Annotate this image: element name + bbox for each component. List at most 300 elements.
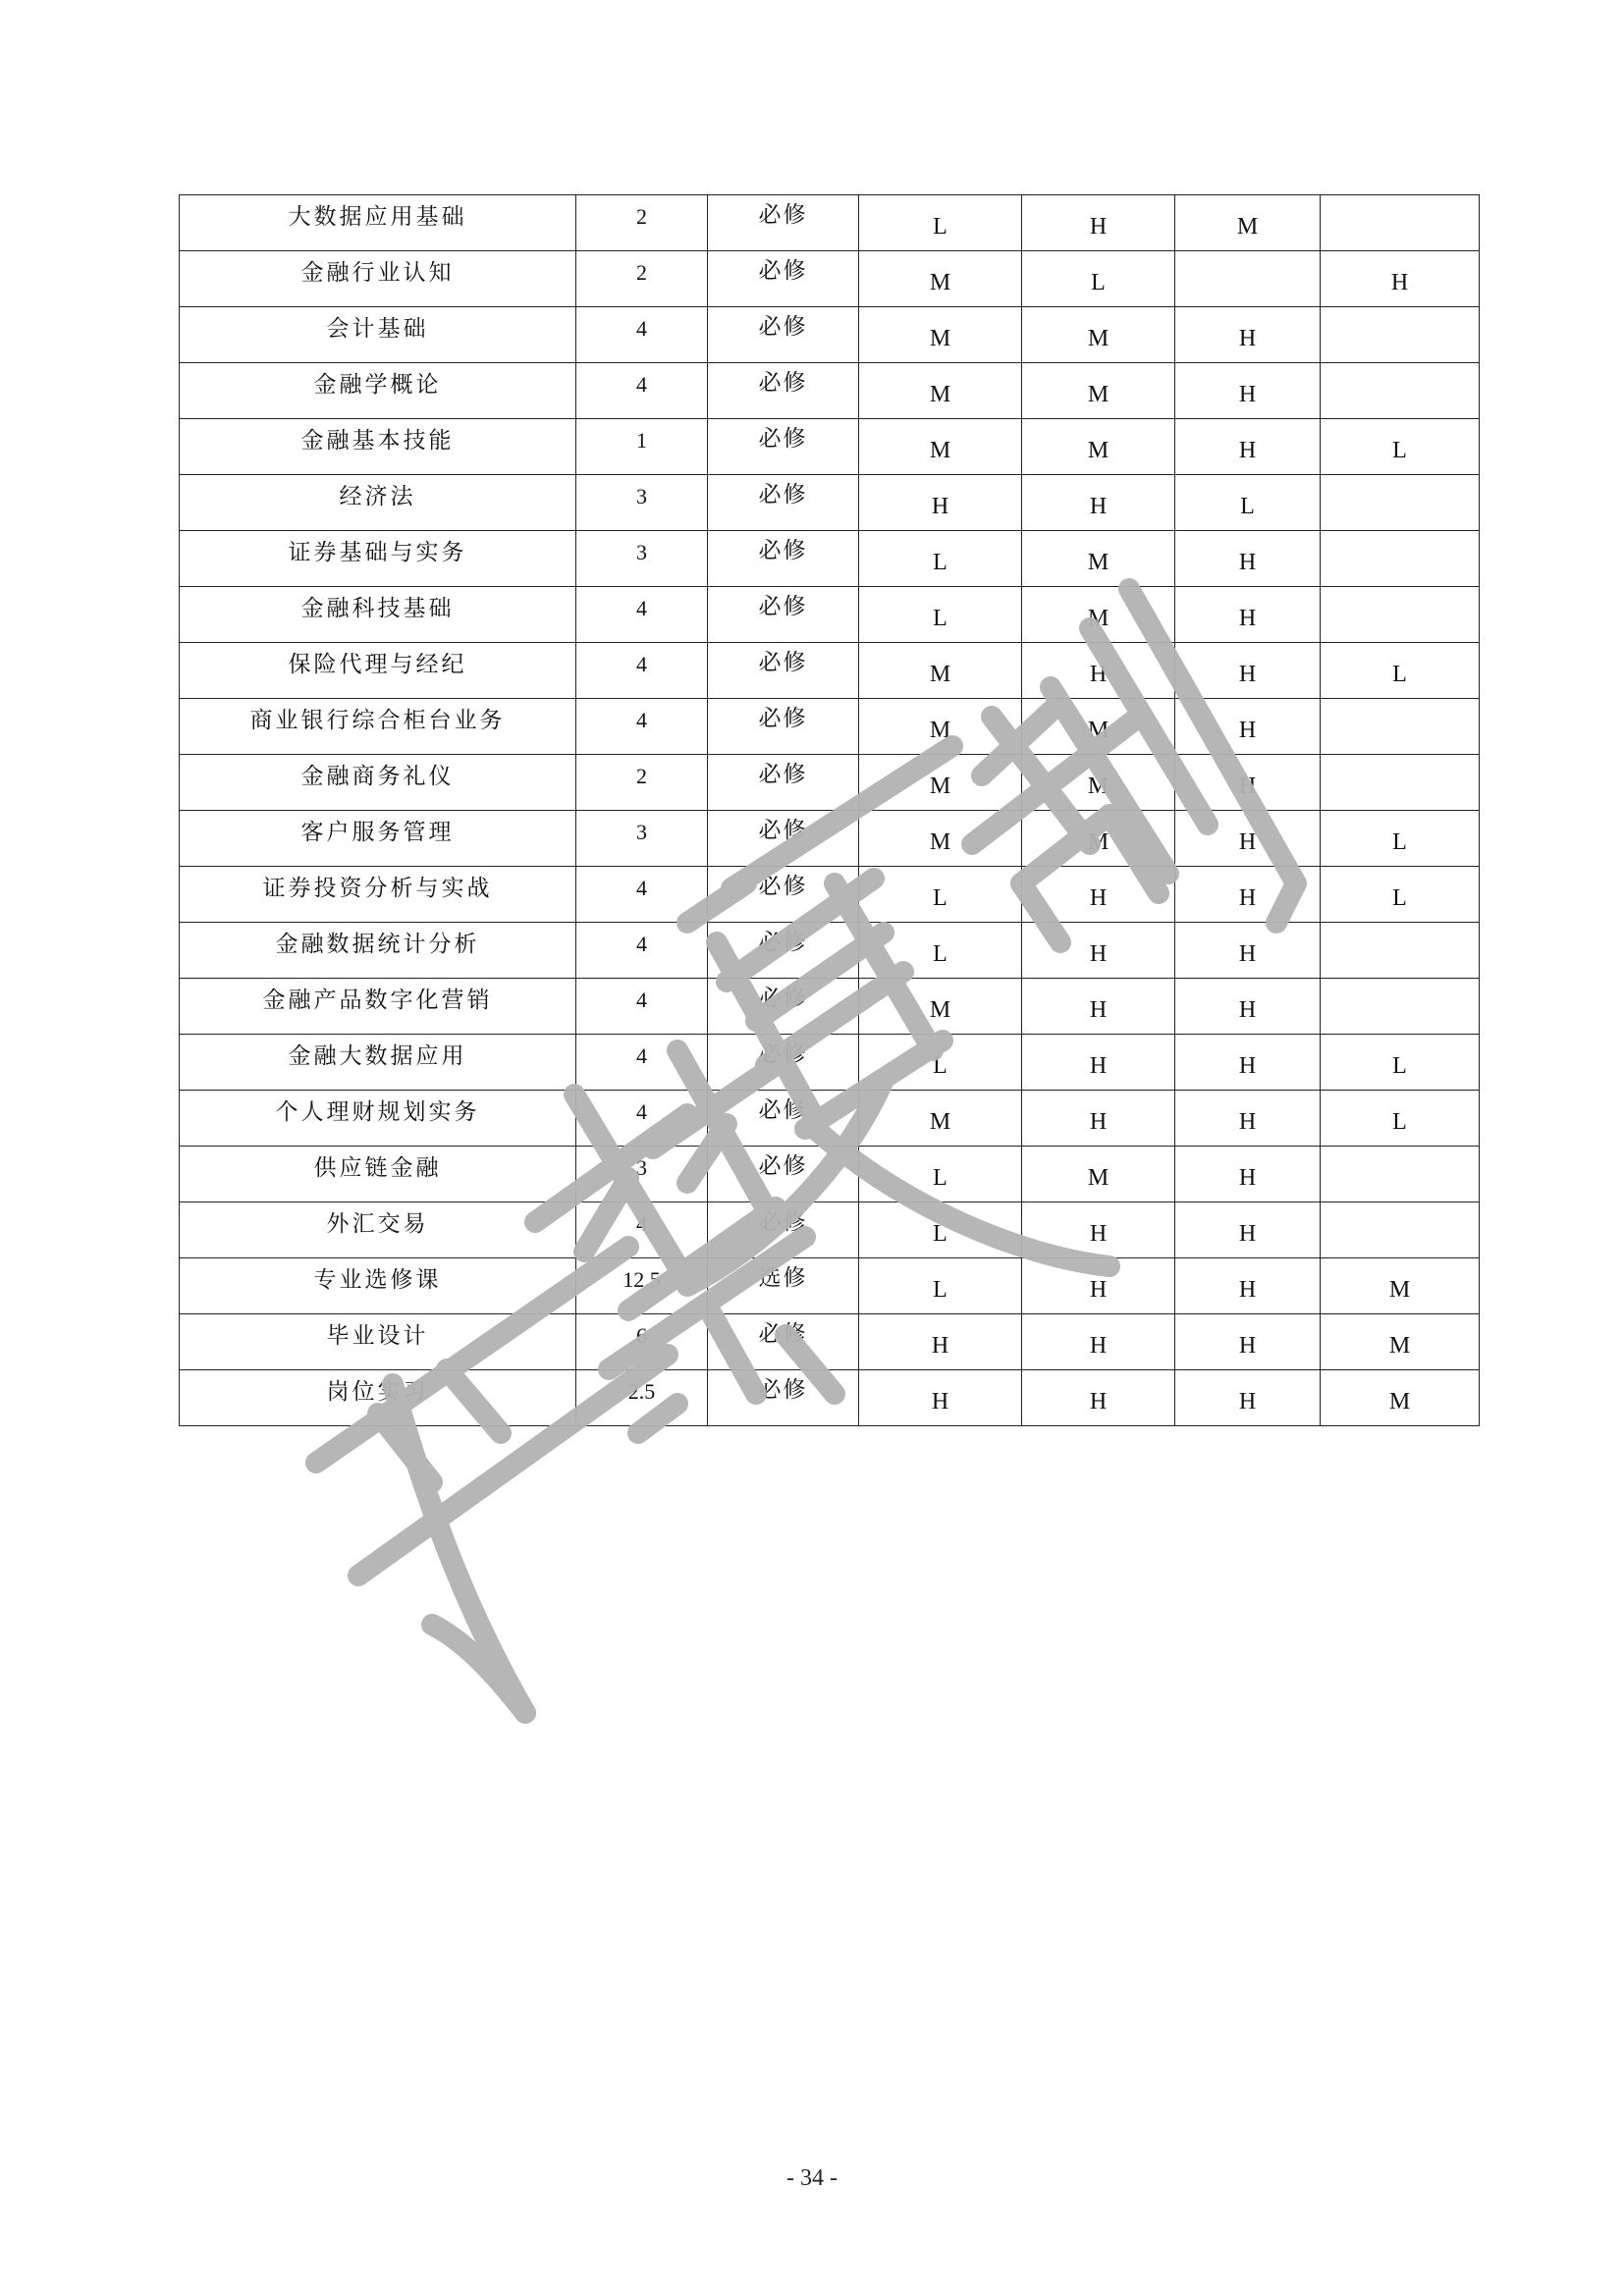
competency-3-cell-text: H	[1238, 1109, 1257, 1135]
credits-cell-text: 4	[636, 1043, 647, 1068]
competency-2-cell-text: M	[1087, 718, 1110, 743]
competency-4-cell	[1321, 1147, 1480, 1202]
competency-4-cell	[1321, 419, 1480, 475]
course-type-cell	[708, 699, 859, 755]
credits-cell	[576, 811, 708, 867]
course-name-cell-text: 个人理财规划实务	[275, 1098, 480, 1125]
table-row	[180, 867, 1480, 923]
table-row	[180, 195, 1480, 251]
competency-4-cell	[1321, 979, 1480, 1035]
course-name-cell-text: 大数据应用基础	[288, 203, 467, 230]
competency-3-cell-text: H	[1238, 997, 1257, 1023]
competency-4-cell-text: L	[1392, 885, 1407, 911]
competency-3-cell-text: H	[1238, 438, 1257, 463]
competency-2-cell-text: M	[1087, 438, 1110, 463]
competency-1-cell-text: L	[933, 1277, 947, 1303]
course-type-cell	[708, 307, 859, 363]
competency-1-cell-text: L	[933, 606, 947, 631]
competency-3-cell-text: H	[1238, 885, 1257, 911]
competency-2-cell-text: H	[1089, 494, 1108, 519]
course-type-cell	[708, 1202, 859, 1258]
competency-3-cell	[1175, 1370, 1321, 1426]
table-row	[180, 1035, 1480, 1091]
competency-3-cell	[1175, 755, 1321, 811]
competency-4-cell-text: L	[1392, 829, 1407, 855]
competency-3-cell	[1175, 1202, 1321, 1258]
competency-2-cell	[1022, 643, 1175, 699]
competency-4-cell-text: L	[1392, 1053, 1407, 1079]
credits-cell-text: 4	[636, 876, 647, 900]
competency-1-cell	[859, 699, 1022, 755]
competency-3-cell	[1175, 195, 1321, 251]
competency-2-cell	[1022, 531, 1175, 587]
competency-4-cell	[1321, 1035, 1480, 1091]
course-name-cell	[180, 195, 576, 251]
competency-2-cell-text: H	[1089, 1277, 1108, 1303]
course-type-cell	[708, 363, 859, 419]
competency-1-cell-text: L	[933, 1221, 947, 1247]
course-name-cell-text: 金融数据统计分析	[275, 931, 480, 957]
competency-2-cell	[1022, 475, 1175, 531]
competency-1-cell	[859, 979, 1022, 1035]
competency-1-cell-text: L	[933, 885, 947, 911]
competency-1-cell-text: L	[933, 1053, 947, 1079]
course-type-cell-text: 必修	[758, 1320, 808, 1347]
competency-3-cell	[1175, 699, 1321, 755]
competency-3-cell	[1175, 643, 1321, 699]
course-name-cell	[180, 1370, 576, 1426]
competency-3-cell	[1175, 419, 1321, 475]
credits-cell-text: 4	[636, 1099, 647, 1124]
competency-3-cell	[1175, 1147, 1321, 1202]
competency-2-cell	[1022, 587, 1175, 643]
credits-cell-text: 6	[636, 1323, 647, 1348]
credits-cell-text: 2	[636, 260, 647, 285]
course-name-cell	[180, 643, 576, 699]
competency-4-cell	[1321, 1202, 1480, 1258]
competency-2-cell	[1022, 1202, 1175, 1258]
competency-1-cell-text: M	[929, 718, 951, 743]
course-name-cell	[180, 307, 576, 363]
competency-3-cell	[1175, 1035, 1321, 1091]
competency-4-cell	[1321, 699, 1480, 755]
competency-2-cell	[1022, 1370, 1175, 1426]
competency-2-cell-text: H	[1089, 941, 1108, 967]
course-name-cell-text: 毕业设计	[326, 1322, 429, 1349]
competency-3-cell	[1175, 307, 1321, 363]
competency-1-cell-text: L	[933, 1165, 947, 1191]
competency-4-cell	[1321, 251, 1480, 307]
competency-2-cell-text: H	[1089, 997, 1108, 1023]
course-name-cell	[180, 531, 576, 587]
course-type-cell-text: 必修	[758, 873, 808, 899]
course-name-cell	[180, 419, 576, 475]
competency-2-cell-text: M	[1087, 382, 1110, 407]
competency-2-cell	[1022, 251, 1175, 307]
course-type-cell-text: 必修	[758, 1376, 808, 1403]
course-name-cell-text: 外汇交易	[326, 1210, 429, 1237]
course-type-cell	[708, 979, 859, 1035]
course-type-cell	[708, 587, 859, 643]
credits-cell-text: 4	[636, 596, 647, 620]
table-row	[180, 475, 1480, 531]
credits-cell-text: 1	[636, 428, 647, 453]
course-type-cell	[708, 1314, 859, 1370]
course-name-cell-text: 金融行业认知	[300, 259, 455, 286]
table-row	[180, 979, 1480, 1035]
competency-1-cell	[859, 867, 1022, 923]
credits-cell-text: 3	[636, 484, 647, 508]
competency-2-cell	[1022, 1147, 1175, 1202]
credits-cell-text: 4	[636, 316, 647, 341]
competency-3-cell	[1175, 1091, 1321, 1147]
competency-3-cell-text: H	[1238, 941, 1257, 967]
course-name-cell	[180, 1147, 576, 1202]
table-row	[180, 923, 1480, 979]
competency-4-cell	[1321, 587, 1480, 643]
competency-1-cell	[859, 1370, 1022, 1426]
competency-1-cell	[859, 251, 1022, 307]
course-name-cell-text: 金融产品数字化营销	[262, 987, 493, 1013]
competency-3-cell	[1175, 251, 1321, 307]
competency-2-cell-text: M	[1087, 326, 1110, 351]
competency-1-cell	[859, 363, 1022, 419]
course-type-cell	[708, 811, 859, 867]
competency-2-cell	[1022, 363, 1175, 419]
credits-cell-text: 4	[636, 372, 647, 397]
course-name-cell	[180, 699, 576, 755]
competency-1-cell	[859, 1035, 1022, 1091]
credits-cell	[576, 923, 708, 979]
course-type-cell	[708, 1035, 859, 1091]
table-row	[180, 419, 1480, 475]
course-name-cell-text: 保险代理与经纪	[288, 651, 467, 677]
competency-2-cell-text: M	[1087, 829, 1110, 855]
competency-2-cell	[1022, 195, 1175, 251]
competency-1-cell-text: M	[929, 326, 951, 351]
course-name-cell-text: 金融商务礼仪	[300, 763, 455, 789]
table-row	[180, 755, 1480, 811]
competency-4-cell	[1321, 755, 1480, 811]
competency-1-cell-text: H	[931, 494, 949, 519]
course-type-cell-text: 必修	[758, 985, 808, 1011]
competency-3-cell-text: H	[1238, 550, 1257, 575]
competency-2-cell-text: L	[1091, 270, 1106, 295]
competency-4-cell	[1321, 1091, 1480, 1147]
competency-3-cell-text: H	[1238, 1165, 1257, 1191]
table-row	[180, 811, 1480, 867]
table-row	[180, 1202, 1480, 1258]
competency-1-cell	[859, 755, 1022, 811]
competency-3-cell-text: H	[1238, 1053, 1257, 1079]
competency-2-cell	[1022, 1314, 1175, 1370]
table-row	[180, 1370, 1480, 1426]
course-name-cell-text: 证券基础与实务	[288, 539, 467, 565]
course-name-cell-text: 会计基础	[326, 315, 429, 342]
competency-2-cell-text: H	[1089, 1053, 1108, 1079]
credits-cell-text: 2	[636, 204, 647, 229]
course-type-cell-text: 必修	[758, 481, 808, 507]
competency-1-cell	[859, 195, 1022, 251]
competency-3-cell-text: H	[1238, 606, 1257, 631]
course-type-cell	[708, 195, 859, 251]
competency-1-cell-text: M	[929, 438, 951, 463]
competency-1-cell	[859, 1314, 1022, 1370]
course-type-cell	[708, 1258, 859, 1314]
competency-1-cell-text: M	[929, 662, 951, 687]
course-type-cell-text: 选修	[758, 1264, 808, 1291]
competency-1-cell	[859, 643, 1022, 699]
competency-3-cell-text: L	[1240, 494, 1255, 519]
course-name-cell-text: 商业银行综合柜台业务	[249, 707, 506, 733]
course-name-cell	[180, 1091, 576, 1147]
course-type-cell-text: 必修	[758, 705, 808, 731]
table-row	[180, 531, 1480, 587]
competency-1-cell	[859, 475, 1022, 531]
course-name-cell	[180, 867, 576, 923]
credits-cell-text: 3	[636, 1155, 647, 1180]
course-type-cell-text: 必修	[758, 1152, 808, 1179]
credits-cell-text: 3	[636, 820, 647, 844]
competency-3-cell-text: H	[1238, 662, 1257, 687]
course-name-cell	[180, 1035, 576, 1091]
course-name-cell	[180, 811, 576, 867]
course-type-cell	[708, 419, 859, 475]
competency-2-cell-text: M	[1087, 606, 1110, 631]
competency-4-cell	[1321, 1370, 1480, 1426]
competency-1-cell	[859, 587, 1022, 643]
credits-cell	[576, 1258, 708, 1314]
course-name-cell-text: 客户服务管理	[300, 819, 455, 845]
competency-3-cell-text: H	[1238, 1389, 1257, 1415]
competency-1-cell	[859, 307, 1022, 363]
table-row	[180, 1314, 1480, 1370]
course-type-cell-text: 必修	[758, 649, 808, 675]
competency-2-cell	[1022, 1035, 1175, 1091]
course-name-cell	[180, 475, 576, 531]
credits-cell	[576, 307, 708, 363]
course-type-cell	[708, 867, 859, 923]
competency-4-cell-text: H	[1390, 270, 1409, 295]
competency-3-cell-text: H	[1238, 326, 1257, 351]
competency-4-cell-text: L	[1392, 662, 1407, 687]
course-name-cell	[180, 755, 576, 811]
credits-cell-text: 4	[636, 932, 647, 956]
course-name-cell	[180, 363, 576, 419]
credits-cell-text: 4	[636, 652, 647, 676]
credits-cell	[576, 363, 708, 419]
competency-1-cell	[859, 1091, 1022, 1147]
table-row	[180, 1258, 1480, 1314]
credits-cell	[576, 251, 708, 307]
competency-4-cell-text: M	[1388, 1389, 1411, 1415]
competency-2-cell-text: H	[1089, 662, 1108, 687]
competency-2-cell-text: H	[1089, 885, 1108, 911]
course-name-cell	[180, 251, 576, 307]
competency-2-cell	[1022, 867, 1175, 923]
table-row	[180, 1091, 1480, 1147]
competency-1-cell	[859, 1147, 1022, 1202]
course-name-cell-text: 金融基本技能	[300, 427, 455, 454]
course-name-cell-text: 证券投资分析与实战	[262, 875, 493, 901]
course-type-cell-text: 必修	[758, 1041, 808, 1067]
competency-4-cell	[1321, 643, 1480, 699]
competency-1-cell-text: L	[933, 214, 947, 240]
competency-1-cell-text: L	[933, 550, 947, 575]
competency-3-cell	[1175, 475, 1321, 531]
credits-cell	[576, 419, 708, 475]
competency-4-cell	[1321, 867, 1480, 923]
course-type-cell-text: 必修	[758, 593, 808, 619]
credits-cell	[576, 195, 708, 251]
competency-2-cell-text: M	[1087, 1165, 1110, 1191]
course-type-cell-text: 必修	[758, 313, 808, 340]
credits-cell-text: 4	[636, 988, 647, 1012]
credits-cell-text: 3	[636, 540, 647, 564]
course-type-cell	[708, 923, 859, 979]
table-row	[180, 587, 1480, 643]
competency-3-cell-text: H	[1238, 1277, 1257, 1303]
competency-2-cell	[1022, 419, 1175, 475]
course-type-cell	[708, 1370, 859, 1426]
competency-4-cell	[1321, 531, 1480, 587]
course-name-cell	[180, 1258, 576, 1314]
course-name-cell-text: 经济法	[339, 483, 416, 509]
competency-1-cell-text: M	[929, 774, 951, 799]
course-type-cell-text: 必修	[758, 1208, 808, 1235]
competency-1-cell-text: M	[929, 382, 951, 407]
course-name-cell-text: 供应链金融	[313, 1154, 442, 1181]
competency-3-cell-text: H	[1238, 1333, 1257, 1359]
competency-1-cell	[859, 1202, 1022, 1258]
competency-3-cell	[1175, 979, 1321, 1035]
credits-cell	[576, 699, 708, 755]
course-name-cell	[180, 923, 576, 979]
table-body	[180, 195, 1480, 1426]
course-type-cell	[708, 755, 859, 811]
competency-4-cell-text: M	[1388, 1277, 1411, 1303]
competency-1-cell	[859, 811, 1022, 867]
course-type-cell-text: 必修	[758, 369, 808, 396]
competency-1-cell	[859, 1258, 1022, 1314]
course-type-cell	[708, 475, 859, 531]
competency-3-cell-text: H	[1238, 718, 1257, 743]
credits-cell	[576, 531, 708, 587]
competency-4-cell	[1321, 475, 1480, 531]
course-name-cell	[180, 979, 576, 1035]
credits-cell	[576, 1202, 708, 1258]
credits-cell	[576, 1091, 708, 1147]
course-type-cell	[708, 1147, 859, 1202]
competency-1-cell	[859, 531, 1022, 587]
credits-cell	[576, 867, 708, 923]
competency-3-cell-text: M	[1236, 214, 1259, 240]
credits-cell	[576, 755, 708, 811]
competency-3-cell	[1175, 1314, 1321, 1370]
course-type-cell-text: 必修	[758, 425, 808, 452]
competency-3-cell	[1175, 1258, 1321, 1314]
competency-3-cell-text: H	[1238, 1221, 1257, 1247]
competency-4-cell	[1321, 1314, 1480, 1370]
course-competency-table	[179, 194, 1480, 1426]
credits-cell	[576, 587, 708, 643]
course-type-cell-text: 必修	[758, 761, 808, 787]
course-type-cell-text: 必修	[758, 817, 808, 843]
credits-cell-text: 4	[636, 1211, 647, 1236]
credits-cell-text: 12.5	[623, 1267, 661, 1292]
competency-2-cell-text: M	[1087, 774, 1110, 799]
course-type-cell	[708, 1091, 859, 1147]
credits-cell-text: 2	[636, 764, 647, 788]
competency-2-cell-text: H	[1089, 1389, 1108, 1415]
competency-2-cell	[1022, 307, 1175, 363]
competency-3-cell	[1175, 587, 1321, 643]
competency-1-cell-text: H	[931, 1389, 949, 1415]
course-type-cell-text: 必修	[758, 201, 808, 228]
competency-2-cell-text: M	[1087, 550, 1110, 575]
competency-3-cell	[1175, 867, 1321, 923]
competency-3-cell	[1175, 811, 1321, 867]
competency-1-cell-text: M	[929, 270, 951, 295]
course-type-cell	[708, 643, 859, 699]
competency-3-cell-text: H	[1238, 829, 1257, 855]
competency-4-cell-text: M	[1388, 1333, 1411, 1359]
credits-cell	[576, 1035, 708, 1091]
course-type-cell	[708, 531, 859, 587]
competency-2-cell-text: H	[1089, 214, 1108, 240]
competency-2-cell	[1022, 979, 1175, 1035]
competency-4-cell	[1321, 923, 1480, 979]
table-row	[180, 251, 1480, 307]
competency-2-cell-text: H	[1089, 1333, 1108, 1359]
competency-2-cell	[1022, 811, 1175, 867]
competency-2-cell	[1022, 1091, 1175, 1147]
competency-4-cell	[1321, 195, 1480, 251]
course-type-cell-text: 必修	[758, 257, 808, 284]
course-name-cell	[180, 1314, 576, 1370]
course-type-cell	[708, 251, 859, 307]
competency-1-cell-text: M	[929, 997, 951, 1023]
credits-cell-text: 4	[636, 708, 647, 732]
competency-2-cell	[1022, 923, 1175, 979]
competency-2-cell	[1022, 1258, 1175, 1314]
competency-1-cell-text: H	[931, 1333, 949, 1359]
credits-cell	[576, 475, 708, 531]
course-name-cell	[180, 1202, 576, 1258]
table-row	[180, 307, 1480, 363]
course-type-cell-text: 必修	[758, 537, 808, 563]
course-type-cell-text: 必修	[758, 1096, 808, 1123]
competency-4-cell	[1321, 811, 1480, 867]
competency-4-cell-text: L	[1392, 1109, 1407, 1135]
credits-cell	[576, 1314, 708, 1370]
competency-1-cell	[859, 923, 1022, 979]
competency-4-cell	[1321, 363, 1480, 419]
credits-cell	[576, 1370, 708, 1426]
competency-3-cell	[1175, 923, 1321, 979]
table-row	[180, 699, 1480, 755]
competency-4-cell-text: L	[1392, 438, 1407, 463]
course-name-cell-text: 岗位实习	[326, 1378, 429, 1405]
competency-3-cell	[1175, 363, 1321, 419]
competency-2-cell	[1022, 699, 1175, 755]
page-number: - 34 -	[786, 2165, 838, 2191]
competency-2-cell-text: H	[1089, 1221, 1108, 1247]
competency-1-cell	[859, 419, 1022, 475]
competency-2-cell	[1022, 755, 1175, 811]
credits-cell	[576, 1147, 708, 1202]
course-name-cell	[180, 587, 576, 643]
